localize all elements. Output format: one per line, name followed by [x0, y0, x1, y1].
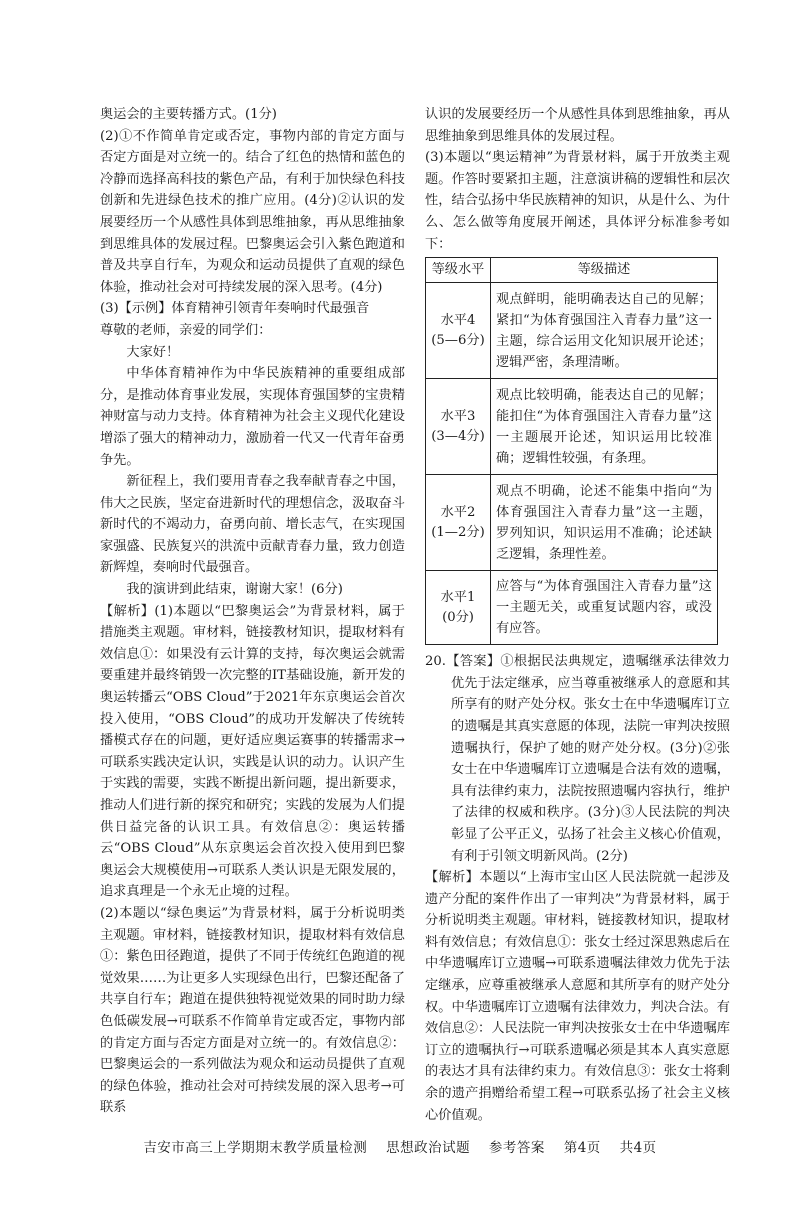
- q19-analysis-3: (3)本题以“奥运精神”为背景材料，属于开放类主观题。作答时要紧扣主题，注意演讲稿的逻辑性和层次性，结合弘扬中华民族精神的知识，从是什么、为什么、怎么做等角度展开阐述，具体评分标准参考如下：: [425, 150, 730, 252]
- table-row: [426, 475, 718, 571]
- speech-salutation: 尊敬的老师，亲爱的同学们：: [100, 322, 272, 338]
- q19-analysis-2: (2)本题以“绿色奥运”为背景材料，属于分析说明类主观题。审材料，链接教材知识，提取材料有效信息①：紫色田径跑道，提供了不同于传统红色跑道的视觉效果……为让更多人实现绿色出行，巴黎还配备了共享自行车；跑道在提供独特视觉效果的同时助力绿色低碳发展→可联系不作简单肯定或否定，事物内部的肯定方面与否定方面是对立统一的。有效信息②：巴黎奥运会的一系列做法为观众和运动员提供了直观的绿色体验，推动社会对可持续发展的深入思考→可联系: [100, 905, 405, 1116]
- table-row: [426, 379, 718, 475]
- speech-paragraph-1: 中华体育精神作为中华民族精神的重要组成部分，是推动体育事业发展，实现体育强国梦的宝贵精神财富与动力支持。体育精神为社会主义现代化建设增添了强大的精神动力，激励着一代又一代青年奋勇争先。: [100, 366, 405, 468]
- q19-3-title: (3)【示例】体育精神引领青年奏响时代最强音: [100, 301, 370, 317]
- table-header-desc: 等级描述: [491, 258, 718, 283]
- right-column: [425, 104, 730, 1126]
- level-name: 水平3: [440, 408, 476, 424]
- footer-exam: 吉安市高三上学期期末教学质量检测: [143, 1140, 368, 1156]
- level-description: 观点鲜明，能明确表达自己的见解；紧扣“为体育强国注入青春力量”这一主题，综合运用文化知识展开论述；逻辑严密，条理清晰。: [491, 283, 718, 379]
- footer-page: 第4页: [563, 1140, 601, 1156]
- level-description: 观点不明确，论述不能集中指向“为体育强国注入青春力量”这一主题，罗列知识，知识运用不准确；论述缺乏逻辑，条理性差。: [491, 475, 718, 571]
- left-column: [100, 104, 405, 1119]
- speech-greeting: 大家好！: [126, 344, 180, 360]
- level-description: 应答与“为体育强国注入青春力量”这一主题无关，或重复试题内容，或没有应答。: [491, 571, 718, 645]
- footer-total: 共4页: [619, 1140, 657, 1156]
- footer-doc: 参考答案: [488, 1140, 545, 1156]
- speech-paragraph-2: 新征程上，我们要用青春之我奉献青春之中国，伟大之民族，坚定奋进新时代的理想信念，汲取奋斗新时代的不竭动力，奋勇向前、增长志气，在实现国家强盛、民族复兴的洪流中贡献青春力量，致力创造新辉煌，奏响时代最强音。: [100, 474, 405, 576]
- table-row: [426, 283, 718, 379]
- scoring-table: [425, 257, 718, 645]
- q19-analysis-1: 【解析】(1)本题以“巴黎奥运会”为背景材料，属于措施类主观题。审材料，链接教材知识，提取材料有效信息①：如果没有云计算的支持，每次奥运会就需要重建并最终销毁一次完整的IT基础设施，新开发的奥运转播云“OBS Cloud”于2021年东京奥运会首次投入使用，“OBS Cloud”的成功开发解决了传统转播模式存在的问题，更好适应奥运赛事的转播需求→可联系实践决定认识，实践是认识的动力。认识产生于实践的需要，实践不断提出新问题，提出新要求，推动人们进行新的探究和研究；实践的发展为人们提供日益完备的认识工具。有效信息②：奥运转播云“OBS Cloud”从东京奥运会首次投入使用到巴黎奥运会大规模使用→可联系人类认识是无限发展的，追求真理是一个永无止境的过程。: [100, 603, 405, 900]
- level-score: (0分): [442, 609, 474, 625]
- level-cell: [426, 571, 491, 645]
- page-footer: [0, 1138, 800, 1160]
- q20-analysis: 【解析】本题以“上海市宝山区人民法院就一起涉及遗产分配的案件作出了一审判决”为背景材料，属于分析说明类主观题。审材料，链接教材知识，提取材料有效信息；有效信息①：张女士经过深思熟虑后在中华遗嘱库订立遗嘱→可联系遗嘱法律效力优先于法定继承，应尊重被继承人意愿和其所享有的财产处分权。中华遗嘱库订立遗嘱有法律效力，判决合法。有效信息②：人民法院一审判决按张女士在中华遗嘱库订立的遗嘱执行→可联系遗嘱必须是其本人真实意愿的表达才具有法律约束力。有效信息③：张女士将剩余的遗产捐赠给希望工程→可联系弘扬了社会主义核心价值观。: [425, 870, 730, 1123]
- level-score: (3—4分): [431, 428, 485, 444]
- q19-2-answer: (2)①不作简单肯定或否定，事物内部的肯定方面与否定方面是对立统一的。结合了红色的热情和蓝色的冷静而选择高科技的紫色产品，有利于加快绿色科技创新和先进绿色技术的推广应用。(4分)②认识的发展要经历一个从感性具体到思维抽象，再从思维抽象到思维具体的发展过程。巴黎奥运会引入紫色跑道和普及共享自行车，为观众和运动员提供了直观的绿色体验，推动社会对可持续发展的深入思考。(4分): [100, 128, 405, 295]
- level-cell: [426, 379, 491, 475]
- scoring-table-header: [426, 258, 718, 283]
- q19-1-tail: 奥运会的主要转播方式。(1分): [100, 107, 277, 122]
- footer-subject: 思想政治试题: [386, 1140, 471, 1156]
- table-header-level: 等级水平: [426, 258, 491, 283]
- level-name: 水平1: [440, 589, 476, 605]
- level-description: 观点比较明确，能表达自己的见解；能扣住“为体育强国注入青春力量”这一主题展开论述，知识运用比较准确；逻辑性较强，有条理。: [491, 379, 718, 475]
- q20-answer: 20.【答案】①根据民法典规定，遗嘱继承法律效力优先于法定继承，应当尊重被继承人的意愿和其所享有的财产处分权。张女士在中华遗嘱库订立的遗嘱是其真实意愿的体现，法院一审判决按照遗嘱执行，保护了她的财产处分权。(3分)②张女士在中华遗嘱库订立遗嘱是合法有效的遗嘱，具有法律约束力，法院按照遗嘱内容执行，维护了法律的权威和秩序。(3分)③人民法院的判决彰显了公平正义，弘扬了社会主义核心价值观，有利于引领文明新风尚。(2分): [425, 654, 730, 864]
- level-name: 水平2: [440, 504, 476, 520]
- level-score: (5—6分): [431, 332, 485, 348]
- q19-analysis-2-tail: 认识的发展要经历一个从感性具体到思维抽象，再从思维抽象到思维具体的发展过程。: [425, 107, 730, 144]
- level-cell: [426, 283, 491, 379]
- level-score: (1—2分): [431, 524, 485, 540]
- level-cell: [426, 475, 491, 571]
- level-name: 水平4: [440, 312, 476, 328]
- speech-closing: 我的演讲到此结束，谢谢大家！(6分): [126, 582, 343, 598]
- table-row: [426, 571, 718, 645]
